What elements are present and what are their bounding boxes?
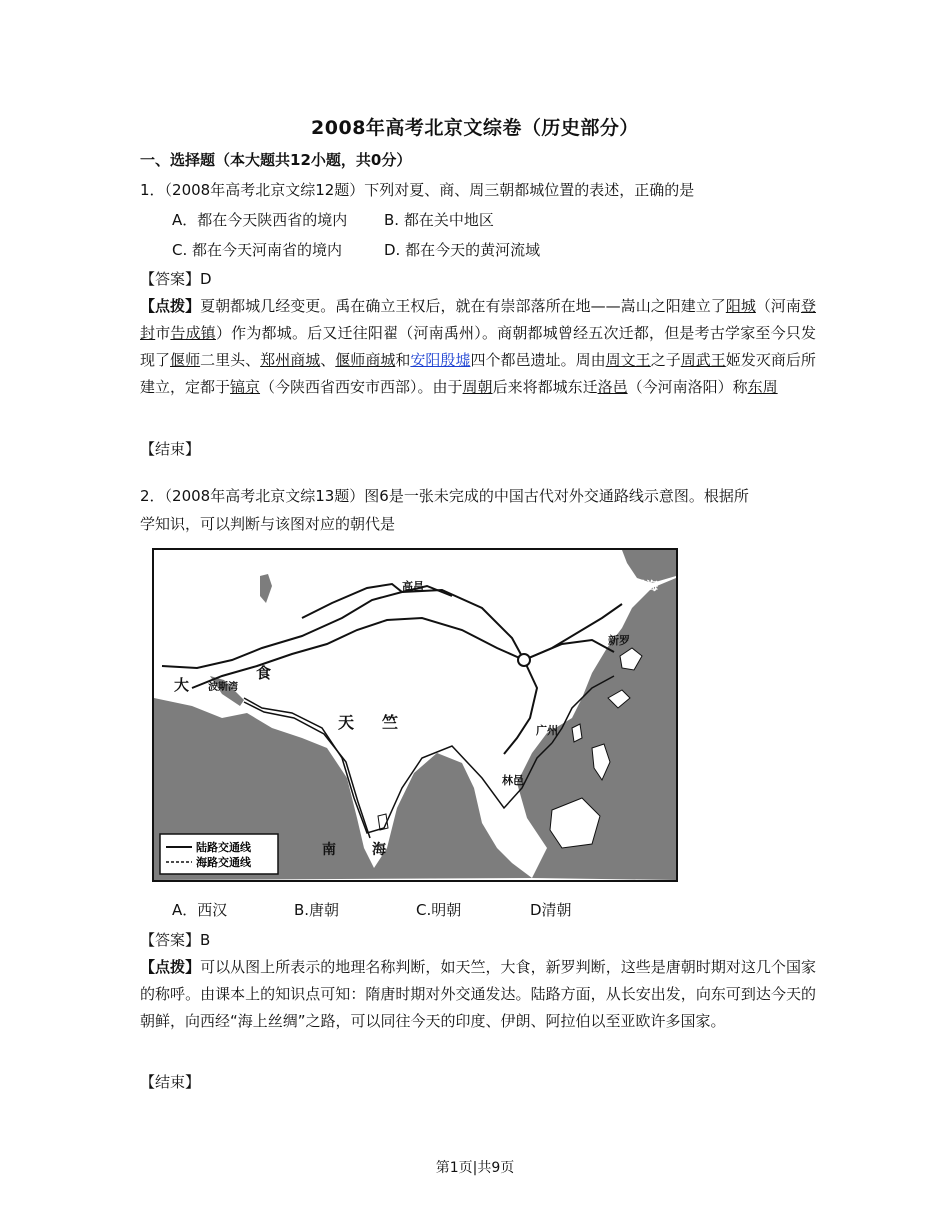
link-luoyi[interactable]: 洛邑	[597, 378, 628, 396]
map-label-gaochang: 高昌	[402, 580, 424, 593]
link-dongzhou[interactable]: 东周	[747, 378, 778, 396]
page-title: 2008年高考北京文综卷（历史部分）	[311, 117, 639, 139]
map-label-persian-gulf: 波斯湾	[208, 682, 238, 693]
q2-option-a: A．西汉	[172, 901, 228, 919]
link-gaochengzhen[interactable]: 告成镇	[170, 324, 216, 342]
q2-analysis-label: 【点拨】	[140, 958, 201, 976]
q1-options-row2	[172, 240, 540, 260]
link-zhou-wuwang[interactable]: 周武王	[680, 351, 726, 369]
q2-end: 【结束】	[140, 1073, 201, 1091]
map-label-dashi-1: 大	[174, 676, 190, 694]
q2-option-d: D清朝	[530, 901, 572, 919]
map-changan-marker	[518, 654, 530, 666]
map-label-bohai: 渤海	[634, 579, 659, 593]
trade-route-map	[152, 548, 678, 882]
q1-analysis-label: 【点拨】	[140, 297, 201, 315]
link-haojing[interactable]: 镐京	[230, 378, 261, 396]
page-footer: 第1页|共9页	[435, 1160, 515, 1176]
map-label-tianzhu-2: 竺	[382, 713, 399, 732]
map-label-nan: 南	[322, 842, 336, 858]
q1-stem: 1．（2008年高考北京文综12题）下列对夏、商、周三朝都城位置的表述，正确的是	[140, 181, 695, 199]
q2-stem-line2: 学知识，可以判断与该图对应的朝代是	[140, 515, 396, 533]
link-yanshi-shangcheng[interactable]: 偃师商城	[335, 351, 396, 369]
map-label-xinluo: 新罗	[608, 634, 630, 647]
q1-option-d: D. 都在今天的黄河流域	[384, 241, 541, 259]
link-dengfeng[interactable]: 登封	[140, 297, 816, 342]
q2-stem-line1: 2．（2008年高考北京文综13题）图6是一张未完成的中国古代对外交通路线示意图。根据所	[140, 487, 749, 505]
section-heading: 一、选择题（本大题共12小题，共0分）	[140, 151, 412, 169]
map-island-taiwan	[572, 724, 582, 742]
q1-end: 【结束】	[140, 440, 201, 458]
map-label-hai: 海	[372, 842, 386, 858]
q1-analysis: 【点拨】夏朝都城几经变更。禹在确立王权后，就在有崇部落所在地——嵩山之阳建立了阳城（河南登封市告成镇）作为都城。后又迁往阳翟（河南禹州）。商朝都城曾经五次迁都，但是考古学家至今只发现了偃师二里头、郑州商城、偃师商城和安阳殷墟四个都邑遗址。周由周文王之子周武王姬发灭商后所建立，定都于镐京（今陕西省西安市西部）。由于周朝后来将都城东迁洛邑（今河南洛阳）称东周	[140, 297, 816, 396]
map-label-guangzhou: 广州	[536, 724, 558, 737]
q1-options-row1	[172, 210, 494, 230]
map-label-dashi-2: 食	[256, 664, 272, 682]
link-zhou-wenwang[interactable]: 周文王	[605, 351, 651, 369]
q2-options	[172, 900, 572, 920]
q2-analysis: 【点拨】可以从图上所表示的地理名称判断，如天竺，大食，新罗判断，这些是唐朝时期对这几个国家的称呼。由课本上的知识点可知：隋唐时期对外交通发达。陆路方面，从长安出发，向东可到达今天的朝鲜，向西经“海上丝绸”之路，可以同往今天的印度、伊朗、阿拉伯以至亚欧许多国家。	[140, 958, 816, 1030]
q1-option-c: C. 都在今天河南省的境内	[172, 241, 343, 259]
map-legend-land: 陆路交通线	[196, 841, 251, 854]
map-legend	[160, 834, 278, 874]
q1-answer: 【答案】D	[140, 270, 212, 288]
link-anyang-yinxu[interactable]: 安阳殷墟	[410, 351, 471, 369]
link-zhouchao[interactable]: 周朝	[462, 378, 493, 396]
link-yangcheng[interactable]: 阳城	[725, 297, 756, 315]
map-label-linyi: 林邑	[502, 774, 524, 787]
q2-option-b: B.唐朝	[294, 901, 340, 919]
map-legend-sea: 海路交通线	[196, 856, 251, 869]
q2-option-c: C.明朝	[416, 901, 462, 919]
q2-answer: 【答案】B	[140, 931, 211, 949]
q1-option-a: A．都在今天陕西省的境内	[172, 211, 348, 229]
q1-option-b: B. 都在关中地区	[384, 211, 494, 229]
link-zhengzhou-shangcheng[interactable]: 郑州商城	[260, 351, 321, 369]
map-label-tianzhu-1: 天	[338, 713, 355, 732]
link-yanshi[interactable]: 偃师	[170, 351, 201, 369]
